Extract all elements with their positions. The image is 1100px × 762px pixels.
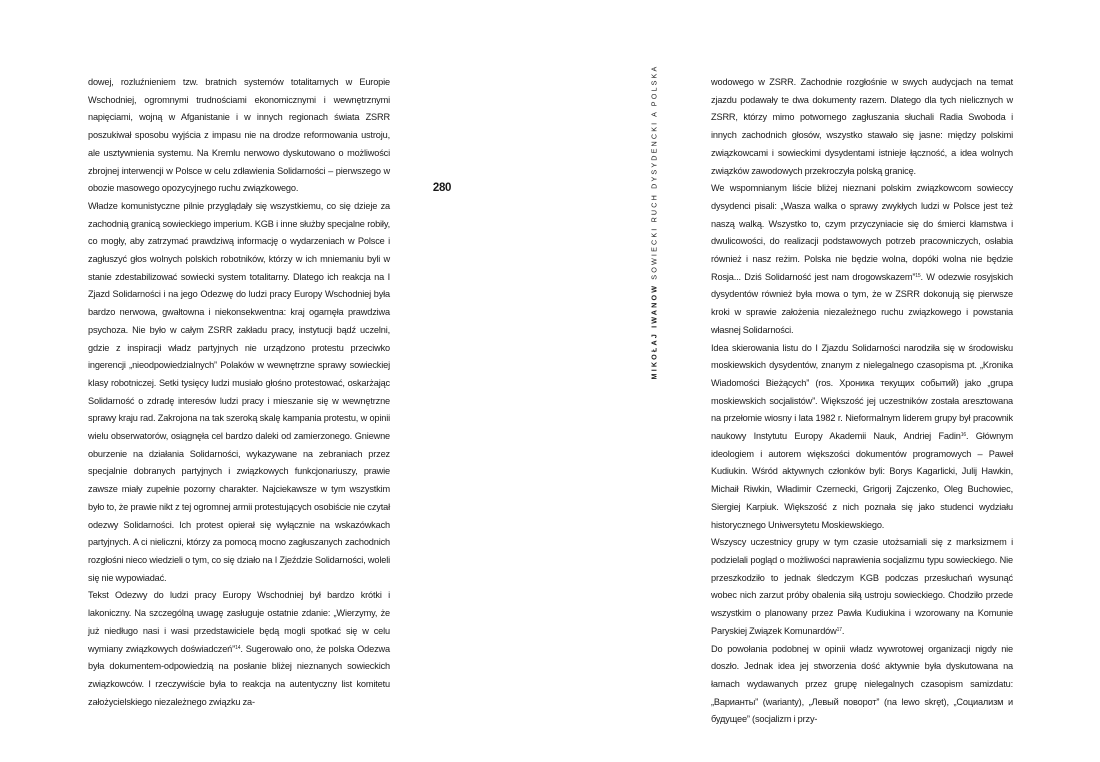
paragraph-text: . W odezwie rosyjskich dysydentów również była mowa o tym, że w ZSRR dokonują się pierwsze kroki w sprawie założenia niezależnego ruchu związkowego i powstania własnej Solidarności. [711, 271, 1013, 335]
page-number: 280 [432, 182, 452, 194]
right-page-text [711, 74, 1013, 729]
running-head-author: MIKOŁAJ IWANOW [649, 283, 659, 380]
footnote-ref: 14 [235, 644, 241, 651]
paragraph: Władze komunistyczne pilnie przyglądały się wszystkiemu, co się dzieje za zachodnią granicą sowieckiego imperium. KGB i inne służby specjalne robiły, co mogły, aby zatrzymać prawdziwą informację o wydarzeniach w Polsce i zagłuszyć głos wolnych polskich robotników, którzy w ich mniemaniu byli w stanie zdestabilizować sowiecki system totalitarny. Dlatego ich reakcja na I Zjazd Solidarności i na jego Odezwę do ludzi pracy Europy Wschodniej była bardzo nerwowa, gwałtowna i niekonsekwentna: kraj ogarnęła prawdziwa psychoza. Nie było w całym ZSRR zakładu pracy, instytucji bądź uczelni, gdzie z inspiracji władz partyjnych nie urządzono protestu przeciwko ingerencji „nieodpowiedzialnych” Polaków w wewnętrzne sprawy sowieckiej klasy robotniczej. Setki tysięcy ludzi musiało głośno protestować, oskarżając Solidarność o zdradę interesów ludzi pracy i mieszanie się w wewnętrzne sprawy kraju rad. Zakrojona na tak szeroką skalę kampania protestu, w opinii wielu obserwatorów, osiągnęła cel bardzo daleki od zamierzonego. Gniewne oburzenie na działania Solidarności, wykazywane na zebraniach przez specjalnie dobranych partyjnych i związkowych funkcjonariuszy, prawie zawsze miały zupełnie pozorny charakter. Najciekawsze w tym wszystkim było to, że prawie nikt z tej ogromnej armii protestujących osobiście nie czytał odezwy Solidarności. Ich protest opierał się wyłącznie na wskazówkach partyjnych. A ci nieliczni, którzy za pomocą mocno zagłuszanych zachodnich rozgłośni nieco wiedzieli o tym, co się działo na I Zjeździe Solidarności, woleli się nie wypowiadać. [88, 200, 390, 583]
paragraph [711, 180, 1013, 339]
running-head-text [650, 65, 659, 380]
paragraph: dowej, rozluźnieniem tzw. bratnich systemów totalitarnych w Europie Wschodniej, ogromnymi trudnościami ekonomicznymi i wewnętrznymi napięciami, wojną w Afganistanie i w innych regionach świata ZSRR poszukiwał sposobu wyjścia z impasu nie na drodze reformowania ustroju, ale usztywnienia systemu. Na Kremlu nerwowo dyskutowano o możliwości zbrojnej interwencji w Polsce w celu zdławienia Solidarności – pierwszego w obozie masowego opozycyjnego ruchu związkowego. [88, 77, 390, 194]
paragraph-text: Tekst Odezwy do ludzi pracy Europy Wschodniej był bardzo krótki i lakoniczny. Na szczególną uwagę zasługuje ostatnie zdanie: „Wierzymy, że już niedługo nasi i wasi przedstawiciele będą mogli spotkać się w celu wymiany związkowych doświadczeń” [88, 590, 390, 654]
left-page-text [88, 74, 390, 711]
running-head-title: SOWIECKI RUCH DYSYDENCKI A POLSKA [649, 64, 659, 280]
paragraph-text: . [841, 625, 845, 636]
paragraph: Do powołania podobnej w opinii władz wywrotowej organizacji nigdy nie doszło. Jednak idea jej stworzenia dość aktywnie była dyskutowana na łamach wydawanych przez grupę nielegalnych czasopism samizdatu: „Варианты” (warianty), „Левый поворот” (na lewo skręt), „Социализм и будущее” (socjalizm i przy- [711, 643, 1013, 725]
footnote-ref: 17 [836, 626, 842, 633]
footnote-ref: 15 [915, 272, 921, 279]
paragraph-text: . Głównym ideologiem i autorem większości dokumentów programowych – Paweł Kudiukin. Wśród aktywnych członków byli: Borys Kagarlicki, Julij Hawkin, Michaił Riwkin, Władimir Czernecki, Grigorij Zajczenko, Oleg Buchowiec, Siergiej Karpiuk. Większość z nich poznała się jako studenci wydziału historycznego Uniwersytetu Moskiewskiego. [711, 431, 1013, 530]
paragraph-text: . Sugerowało ono, że polska Odezwa była dokumentem-odpowiedzią na posłanie bliżej nieznanych sowieckich związkowców. I rzeczywiście była to reakcja na autentyczny list komitetu założycielskiego niezależnego związku za- [88, 643, 390, 707]
paragraph-text: Wszyscy uczestnicy grupy w tym czasie utożsamiali się z marksizmem i podzielali pogląd o możliwości naprawienia socjalizmu typu sowieckiego. Nie przeszkodziło to jednak śledczym KGB podczas przesłuchań wysunąć wobec nich zarzut próby obalenia siłą ustroju sowieckiego. Chodziło przede wszystkim o planowany przez Pawła Kudiukina i wzorowany na Komunie Paryskiej Związek Komunardów [711, 537, 1013, 636]
paragraph-text: We wspomnianym liście bliżej nieznani polskim związkowcom sowieccy dysydenci pisali: „Wasza walka o sprawy zwykłych ludzi w Polsce jest też naszą walką. Wszystko to, czym przyczyniacie się do śmierci kłamstwa i dwulicowości, do realizacji podstawowych potrzeb pracowniczych, osłabia również i nasz reżim. Polska nie będzie wolna, dopóki wolna nie będzie Rosja... Dziś Solidarność jest nam drogowskazem” [711, 183, 1013, 282]
paragraph [711, 340, 1013, 535]
footnote-ref: 16 [960, 432, 966, 439]
paragraph [88, 587, 390, 711]
paragraph [711, 534, 1013, 640]
paragraph: wodowego w ZSRR. Zachodnie rozgłośnie w swych audycjach na temat zjazdu podawały te dwa dokumenty razem. Dlatego dla tych nielicznych w ZSRR, którzy mimo potwornego zagłuszania słuchali Radia Swoboda i innych zachodnich głosów, wszystko stawało się jasne: między polskimi związkowcami i sowieckimi dysydentami istnieje łączność, a idea wolnych związków zawodowych przekroczyła polską granicę. [711, 77, 1013, 176]
paragraph-text: Idea skierowania listu do I Zjazdu Solidarności narodziła się w środowisku moskiewskich dysydentów, znanym z nielegalnego czasopisma pt. „Kronika Wiadomości Bieżących” (ros. Хроника текущих событий) jako „grupa moskiewskich socjalistów”. Większość jej uczestników została aresztowana na przełomie wiosny i lata 1982 r. Nieformalnym liderem grupy był pracownik naukowy Instytutu Europy Akademii Nauk, Andriej Fadin [711, 342, 1013, 442]
